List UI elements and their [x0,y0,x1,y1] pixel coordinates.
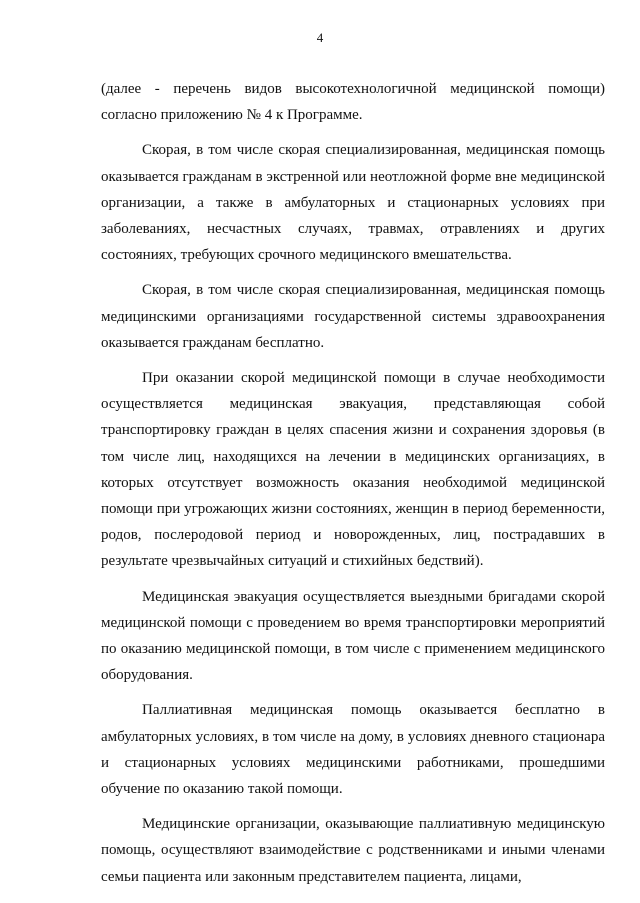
paragraph-medical-evacuation: При оказании скорой медицинской помощи в случае необходимости осуществляется медицинская эвакуация, представляющая собой транспортировку граждан в целях спасения жизни и сохранения здоровья (в том числе лиц, находящихся на лечении в медицинских организациях, в которых отсутствует возможность оказания необходимой медицинской помощи при угрожающих жизни состояниях, женщин в период беременности, родов, послеродовой период и новорожденных, лиц, пострадавших в результате чрезвычайных ситуаций и стихийных бедствий). [101,370,605,570]
paragraph-emergency-care-free: Скорая, в том числе скорая специализированная, медицинская помощь медицинскими организациями государственной системы здравоохранения оказывается гражданам бесплатно. [101,282,605,351]
paragraph-palliative-organizations: Медицинские организации, оказывающие паллиативную медицинскую помощь, осуществляют взаимодействие с родственниками и иными членами семьи пациента или законным представителем пациента, лицами, [101,816,605,885]
paragraph-evacuation-teams: Медицинская эвакуация осуществляется выездными бригадами скорой медицинской помощи с проведением во время транспортировки мероприятий по оказанию медицинской помощи, в том числе с применением медицинского оборудования. [101,588,605,684]
page-number: 4 [316,30,324,45]
document-body [101,76,605,890]
paragraph-palliative-care: Паллиативная медицинская помощь оказывается бесплатно в амбулаторных условиях, в том числе на дому, в условиях дневного стационара и стационарных условиях медицинскими работниками, прошедшими обучение по оказанию такой помощи. [101,702,605,798]
paragraph-emergency-care-scope: Скорая, в том числе скорая специализированная, медицинская помощь оказывается гражданам в экстренной или неотложной форме вне медицинской организации, а также в амбулаторных и стационарных условиях при заболеваниях, несчастных случаях, травмах, отравлениях и других состояниях, требующих срочного медицинского вмешательства. [101,142,605,264]
paragraph-continuation: (далее - перечень видов высокотехнологичной медицинской помощи) согласно приложению № 4 к Программе. [101,81,605,124]
